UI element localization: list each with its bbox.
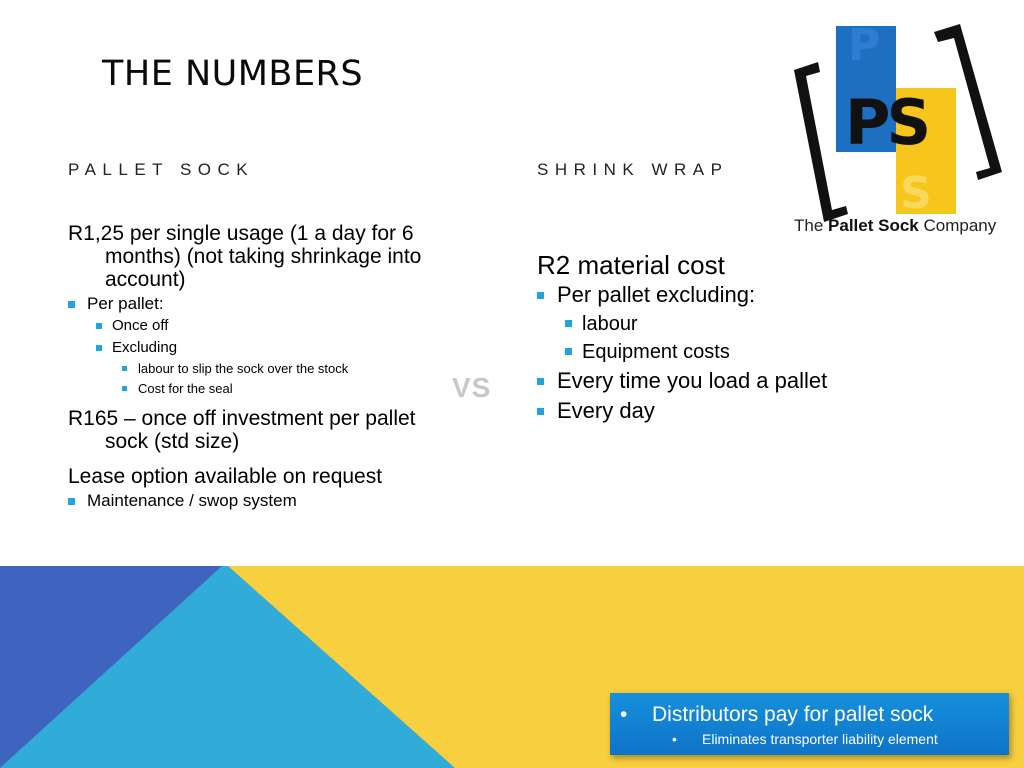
per-pallet-label: Per pallet: [87,294,164,313]
pallet-sock-investment: R165 – once off investment per pallet sock (std size) [68,407,416,453]
bullet-square-icon [68,301,75,308]
callout-main-line [620,703,933,727]
logo-text-prefix: The [794,216,829,235]
daily-point: Every day [557,398,655,423]
logo-text-suffix: Company [918,216,997,235]
load-point: Every time you load a pallet [557,368,828,393]
logo-graphic [788,22,1018,222]
bullet-square-icon [122,386,127,391]
list-item [537,338,937,366]
bullet-square-icon [122,366,127,371]
distributors-callout [610,693,1009,755]
excluding-label: Excluding [112,339,178,356]
shrink-wrap-cost: R2 material cost [537,250,725,280]
pallet-sock-company-logo [788,22,1018,244]
list-item [537,280,937,310]
pallet-sock-heading: PALLET SOCK [68,160,255,179]
exclusion-seal: Cost for the seal [138,381,233,396]
list-item [68,315,438,337]
list-item [68,359,438,379]
logo-letters: PS [845,86,928,159]
list-item [537,366,937,396]
once-off-label: Once off [112,317,169,334]
bullet-square-icon [96,323,102,329]
slide-title: THE NUMBERS [102,54,364,94]
bullet-square-icon [537,292,544,299]
callout-main-text: Distributors pay for pallet sock [652,703,934,726]
logo-faded-s: S [900,168,932,219]
bullet-dot-icon: • [672,731,677,747]
pallet-sock-column [68,222,438,512]
shrink-wrap-list [537,280,937,426]
bullet-square-icon [565,348,572,355]
list-item [68,337,438,359]
list-item [68,379,438,399]
logo-faded-p: P [848,22,881,71]
pallet-sock-usage-cost: R1,25 per single usage (1 a day for 6 months) (not taking shrinkage into account) [68,222,422,291]
list-item [537,310,937,338]
bullet-square-icon [537,408,544,415]
callout-sub-line [672,731,938,747]
bullet-square-icon [537,378,544,385]
bullet-square-icon [96,345,102,351]
vs-label: VS [452,372,492,403]
list-item [537,396,937,426]
list-item [68,293,438,315]
list-item [68,490,438,512]
shrink-wrap-heading: SHRINK WRAP [537,160,729,179]
per-pallet-excluding-label: Per pallet excluding: [557,282,756,307]
bullet-square-icon [565,320,572,327]
exclusion-equipment: Equipment costs [582,341,730,363]
logo-text-bold: Pallet Sock [828,216,919,235]
lease-option: Lease option available on request [68,465,383,488]
lease-list [68,490,438,512]
exclusion-labour: labour [582,313,638,335]
bullet-square-icon [68,498,75,505]
maintenance-label: Maintenance / swop system [87,491,297,510]
pallet-sock-list [68,293,438,399]
shrink-wrap-column [537,250,937,426]
bullet-dot-icon: • [620,703,628,726]
logo-company-name [794,216,996,236]
exclusion-labour: labour to slip the sock over the stock [138,361,349,376]
callout-sub-text: Eliminates transporter liability element [702,731,938,747]
